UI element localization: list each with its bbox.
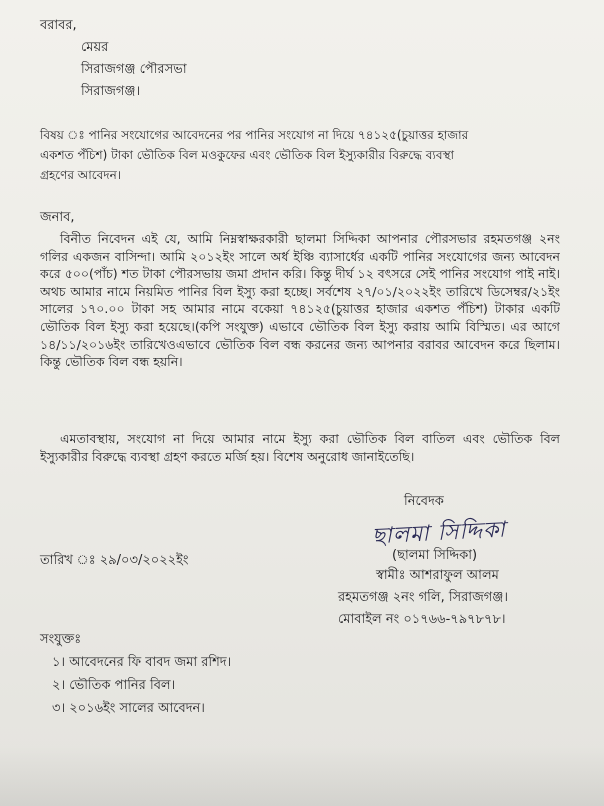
body-paragraph-2	[40, 430, 560, 466]
sender-husband: স্বামীঃ আশরাফুল আলম	[376, 568, 499, 583]
sender-mobile: মোবাইল নং ০১৭৬৬-৭৯৭৮৭৮।	[338, 612, 506, 627]
subject-line-2: একশত পঁচিশ) টাকা ভৌতিক বিল মওকুফের এবং ভৌতিক বিল ইস্যুকারীর বিরুদ্ধে ব্যবস্থা	[40, 148, 454, 162]
greeting: জনাব,	[40, 210, 75, 225]
recipient-city: সিরাজগঞ্জ।	[81, 84, 141, 99]
attachments-label: সংযুক্তঃ	[40, 632, 82, 647]
recipient-designation: মেয়র	[81, 40, 109, 55]
sender-address: রহমতগঞ্জ ২নং গলি, সিরাজগঞ্জ।	[338, 590, 508, 605]
body-paragraph-1-text: বিনীত নিবেদন এই যে, আমি নিম্নস্বাক্ষরকারী ছালমা সিদ্দিকা আপনার পৌরসভার রহমতগঞ্জ ২নং গলির একজন বাসিন্দা। আমি ২০১২ইং সালে অর্ধ ইঞ্চি ব্যাসার্ধের একটি পানির সংযোগের জন্য আবেদন করে ৫০০(পাঁচ) শত টাকা পৌরসভায় জমা প্রদান করি। কিন্তু দীর্ঘ ১২ বৎসরে সেই পানির সংযোগ পাই নাই। অথচ আমার নামে নিয়মিত পানির বিল ইস্যু করা হচ্ছে। সর্বশেষ ২৭/০১/২০২২ইং তারিখে ডিসেম্বর/২১ইং সালের ১৭০.০০ টাকা সহ আমার নামে বকেয়া ৭৪১২৫(চুয়াত্তর হাজার একশত পঁচিশ) টাকার একটি ভৌতিক বিল ইস্যু করা হয়েছে।(কপি সংযুক্ত) এভাবে ভৌতিক বিল ইস্যু করায় আমি বিস্মিত। এর আগে ১৪/১১/২০১৬ইং তারিখেওএভাবে ভৌতিক বিল বন্ধ করনের জন্য আপনার বরাবর আবেদন করে ছিলাম। কিন্তু ভৌতিক বিল বন্ধ হয়নি।	[40, 231, 560, 370]
subject-line-3: গ্রহণের আবেদন।	[40, 168, 122, 182]
subject-line-1: বিষয় ঃ পানির সংযোগের আবেদনের পর পানির সংযোগ না দিয়ে ৭৪১২৫(চুয়াত্তর হাজার	[40, 128, 469, 142]
sender-name: (ছালমা সিদ্দিকা)	[392, 548, 478, 563]
recipient-office: সিরাজগঞ্জ পৌরসভা	[81, 62, 187, 77]
letter-date: তারিখ ঃ ২৯/০৩/২০২২ইং	[40, 553, 189, 568]
photo-shadow	[0, 746, 604, 806]
attachment-item-2: ২। ভৌতিক পানির বিল।	[52, 678, 176, 693]
attachment-item-3: ৩। ২০১৬ইং সালের আবেদন।	[52, 701, 205, 716]
body-paragraph-1	[40, 230, 560, 422]
body-paragraph-2-text: এমতাবস্থায়, সংযোগ না দিয়ে আমার নামে ইস্যু করা ভৌতিক বিল বাতিল এবং ভৌতিক বিল ইস্যুকারীর বিরুদ্ধে ব্যবস্থা গ্রহণ করতে মর্জি হয়। বিশেষ অনুরোধ জানাইতেছি।	[40, 431, 560, 464]
attachment-item-1: ১। আবেদনের ফি বাবদ জমা রশিদ।	[52, 655, 232, 670]
sender-signature: ছালমা সিদ্দিকা	[371, 517, 507, 550]
recipient-salutation: বরাবর,	[40, 18, 77, 33]
sender-label: নিবেদক	[404, 494, 444, 509]
